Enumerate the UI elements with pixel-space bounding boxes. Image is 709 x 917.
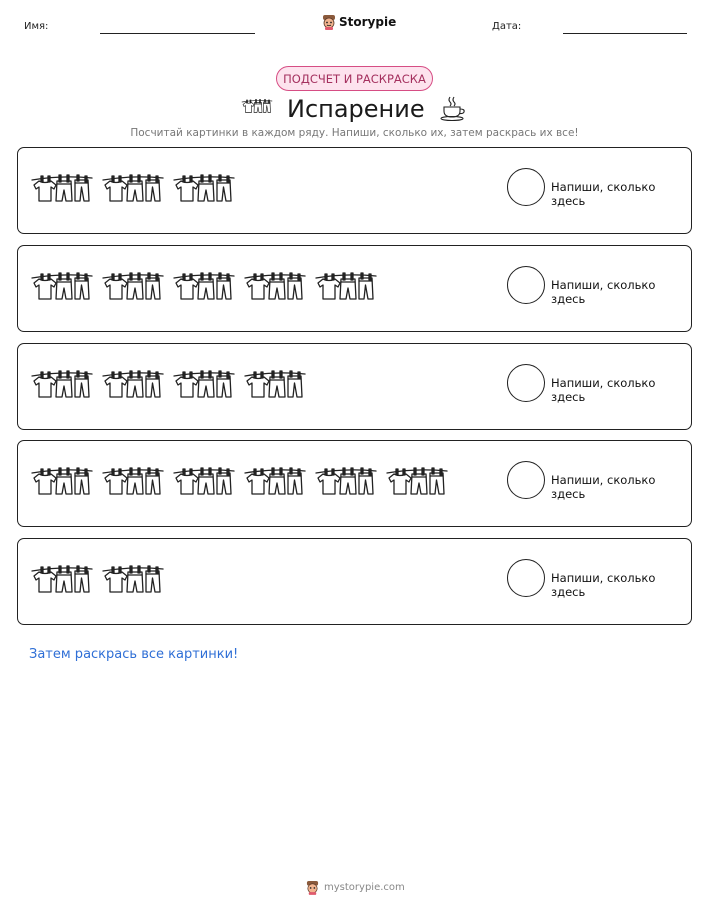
laundry-clothesline-icon[interactable]	[172, 467, 236, 499]
name-label: Имя:	[24, 21, 49, 32]
answer-circle[interactable]	[507, 461, 545, 499]
laundry-clothesline-icon[interactable]	[172, 174, 236, 206]
laundry-clothesline-icon[interactable]	[101, 467, 165, 499]
picture-group	[30, 272, 378, 304]
answer-circle[interactable]	[507, 266, 545, 304]
answer-label: Напиши, сколько здесь	[551, 278, 656, 306]
laundry-clothesline-icon[interactable]	[30, 565, 94, 597]
count-row-5	[17, 538, 692, 625]
picture-group	[30, 370, 307, 402]
site-url: mystorypie.com	[324, 882, 405, 893]
site-footer	[306, 880, 405, 895]
title-row	[0, 92, 709, 126]
count-row-1	[17, 147, 692, 234]
laundry-clothesline-icon[interactable]	[30, 370, 94, 402]
answer-circle[interactable]	[507, 559, 545, 597]
count-row-3	[17, 343, 692, 430]
answer-circle[interactable]	[507, 168, 545, 206]
category-badge: ПОДСЧЕТ И РАСКРАСКА	[276, 66, 433, 91]
date-line[interactable]	[563, 33, 687, 34]
answer-label: Напиши, сколько здесь	[551, 180, 656, 208]
laundry-clothesline-icon[interactable]	[30, 272, 94, 304]
storypie-mascot-icon	[306, 880, 319, 895]
laundry-clothesline-icon[interactable]	[385, 467, 449, 499]
answer-label: Напиши, сколько здесь	[551, 473, 656, 501]
answer-label: Напиши, сколько здесь	[551, 571, 656, 599]
instructions: Посчитай картинки в каждом ряду. Напиши, сколько их, затем раскрась их все!	[130, 127, 579, 139]
date-label: Дата:	[492, 21, 522, 32]
picture-group	[30, 467, 449, 499]
laundry-clothesline-icon[interactable]	[172, 370, 236, 402]
laundry-clothesline-icon	[241, 99, 273, 115]
footer-note: Затем раскрась все картинки!	[29, 647, 239, 662]
picture-group	[30, 565, 165, 597]
count-row-4	[17, 440, 692, 527]
name-line[interactable]	[100, 33, 255, 34]
laundry-clothesline-icon[interactable]	[30, 467, 94, 499]
laundry-clothesline-icon[interactable]	[314, 272, 378, 304]
brand-logo	[322, 14, 396, 30]
laundry-clothesline-icon[interactable]	[101, 174, 165, 206]
laundry-clothesline-icon[interactable]	[172, 272, 236, 304]
steaming-cup-icon	[439, 94, 467, 122]
picture-group	[30, 174, 236, 206]
count-row-2	[17, 245, 692, 332]
storypie-mascot-icon	[322, 14, 336, 30]
laundry-clothesline-icon[interactable]	[243, 272, 307, 304]
brand-name: Storypie	[339, 15, 397, 29]
laundry-clothesline-icon[interactable]	[101, 565, 165, 597]
laundry-clothesline-icon[interactable]	[30, 174, 94, 206]
laundry-clothesline-icon[interactable]	[101, 370, 165, 402]
laundry-clothesline-icon[interactable]	[243, 370, 307, 402]
answer-label: Напиши, сколько здесь	[551, 376, 656, 404]
laundry-clothesline-icon[interactable]	[243, 467, 307, 499]
answer-circle[interactable]	[507, 364, 545, 402]
laundry-clothesline-icon[interactable]	[101, 272, 165, 304]
page-title: Испарение	[287, 95, 425, 123]
laundry-clothesline-icon[interactable]	[314, 467, 378, 499]
